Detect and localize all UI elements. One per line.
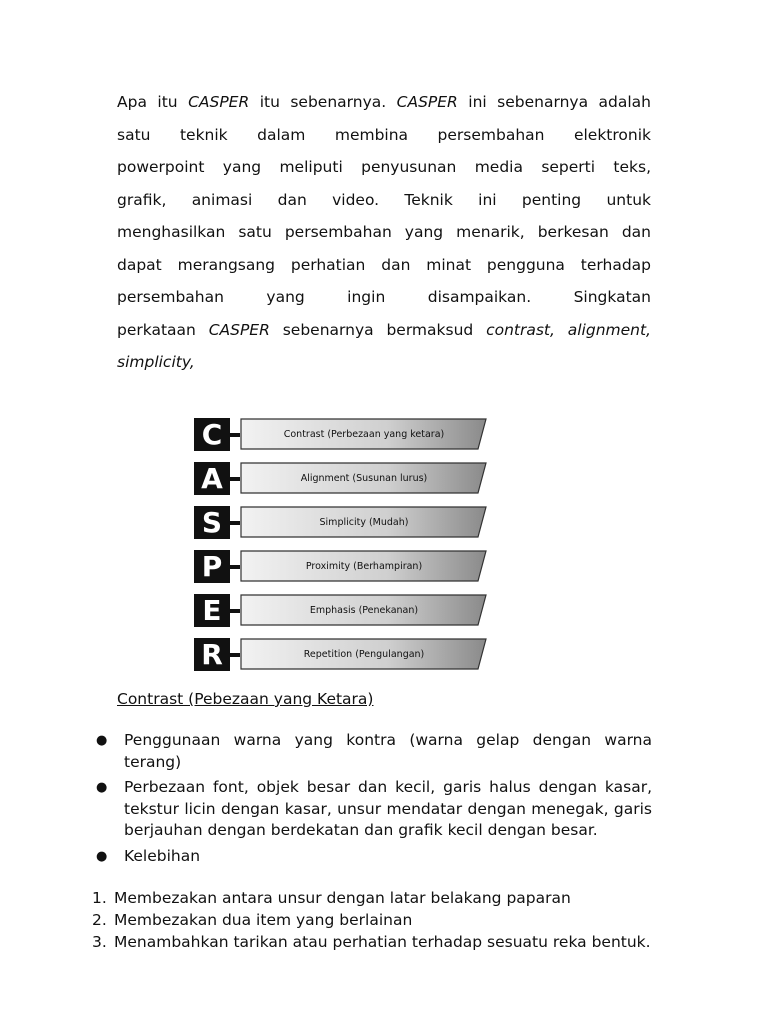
italic-text: CASPER — [396, 93, 458, 111]
intro-line — [117, 86, 651, 119]
casper-label: Contrast (Perbezaan yang ketara) — [283, 429, 445, 440]
bullet-dot-icon: ● — [96, 733, 108, 748]
item-text: Membezakan dua item yang berlainan — [114, 911, 413, 929]
casper-bar — [240, 550, 488, 583]
casper-bar — [240, 594, 488, 627]
casper-row-c — [192, 418, 492, 451]
casper-row-p — [192, 550, 492, 583]
text-run: grafik, animasi dan video. Teknik ini penting untuk — [117, 190, 651, 209]
casper-letter: S — [194, 506, 230, 539]
bullet-item — [92, 846, 652, 868]
bullet-text: Perbezaan font, objek besar dan kecil, garis halus dengan kasar, tekstur licin dengan kasar, unsur mendatar dengan menegak, garis berjauhan dengan berdekatan dan grafik kecil dengan besar. — [124, 778, 652, 839]
intro-line — [117, 314, 651, 347]
connector-line — [230, 433, 240, 437]
intro-line — [117, 184, 651, 217]
numbered-item — [92, 887, 652, 909]
connector-line — [230, 653, 240, 657]
casper-label: Emphasis (Penekanan) — [309, 605, 419, 616]
italic-text: contrast, alignment, — [486, 320, 651, 339]
italic-text: CASPER — [208, 320, 270, 339]
casper-bar — [240, 418, 488, 451]
casper-bar — [240, 462, 488, 495]
casper-row-e — [192, 594, 492, 627]
text-run: perkataan — [117, 320, 209, 339]
bullet-text: Kelebihan — [124, 846, 201, 865]
bullet-item — [92, 730, 652, 773]
italic-text: CASPER — [188, 93, 250, 111]
item-text: Membezakan antara unsur dengan latar belakang paparan — [114, 889, 571, 907]
casper-row-s — [192, 506, 492, 539]
casper-label: Alignment (Susunan lurus) — [300, 473, 428, 484]
text-run: dapat merangsang perhatian dan minat pengguna terhadap — [117, 255, 651, 274]
numbered-item — [92, 909, 652, 931]
casper-row-r — [192, 638, 492, 671]
casper-letter: R — [194, 638, 230, 671]
bullet-dot-icon: ● — [96, 848, 108, 864]
bullet-text: Penggunaan warna yang kontra (warna gelap dengan warna terang) — [124, 731, 652, 771]
casper-letter: E — [194, 594, 230, 627]
connector-line — [230, 477, 240, 481]
text-run: itu sebenarnya. — [249, 93, 397, 111]
item-number: 1. — [92, 889, 107, 907]
casper-letter: P — [194, 550, 230, 583]
casper-bar — [240, 506, 488, 539]
connector-line — [230, 565, 240, 569]
numbered-list — [92, 887, 652, 953]
text-run: satu teknik dalam membina persembahan elektronik — [117, 125, 651, 144]
text-run: persembahan yang ingin disampaikan. Singkatan — [117, 288, 651, 306]
intro-line — [117, 216, 651, 249]
section-title: Contrast (Pebezaan yang Ketara) — [117, 690, 374, 708]
connector-line — [230, 521, 240, 525]
casper-label: Repetition (Pengulangan) — [303, 649, 425, 660]
italic-text: simplicity, — [117, 353, 195, 371]
casper-row-a — [192, 462, 492, 495]
intro-line — [117, 119, 651, 152]
intro-line — [117, 346, 651, 379]
item-text: Menambahkan tarikan atau perhatian terhadap sesuatu reka bentuk. — [114, 933, 651, 951]
text-run: ini sebenarnya adalah — [457, 93, 651, 111]
intro-line — [117, 151, 651, 184]
item-number: 3. — [92, 933, 107, 951]
casper-label: Simplicity (Mudah) — [319, 517, 409, 528]
bullet-list — [92, 730, 652, 871]
text-run: powerpoint yang meliputi penyusunan media seperti teks, — [117, 158, 651, 176]
bullet-dot-icon: ● — [96, 780, 108, 795]
text-run: menghasilkan satu persembahan yang menarik, berkesan dan — [117, 223, 651, 241]
text-run: Apa itu — [117, 93, 189, 111]
connector-line — [230, 609, 240, 613]
casper-label: Proximity (Berhampiran) — [305, 561, 423, 572]
bullet-item — [92, 777, 652, 842]
numbered-item — [92, 931, 652, 953]
text-run: sebenarnya bermaksud — [269, 320, 487, 339]
intro-line — [117, 249, 651, 282]
casper-letter: A — [194, 462, 230, 495]
intro-paragraph — [117, 86, 651, 379]
casper-diagram — [192, 418, 492, 674]
intro-line — [117, 281, 651, 314]
casper-letter: C — [194, 418, 230, 451]
casper-bar — [240, 638, 488, 671]
item-number: 2. — [92, 911, 107, 929]
